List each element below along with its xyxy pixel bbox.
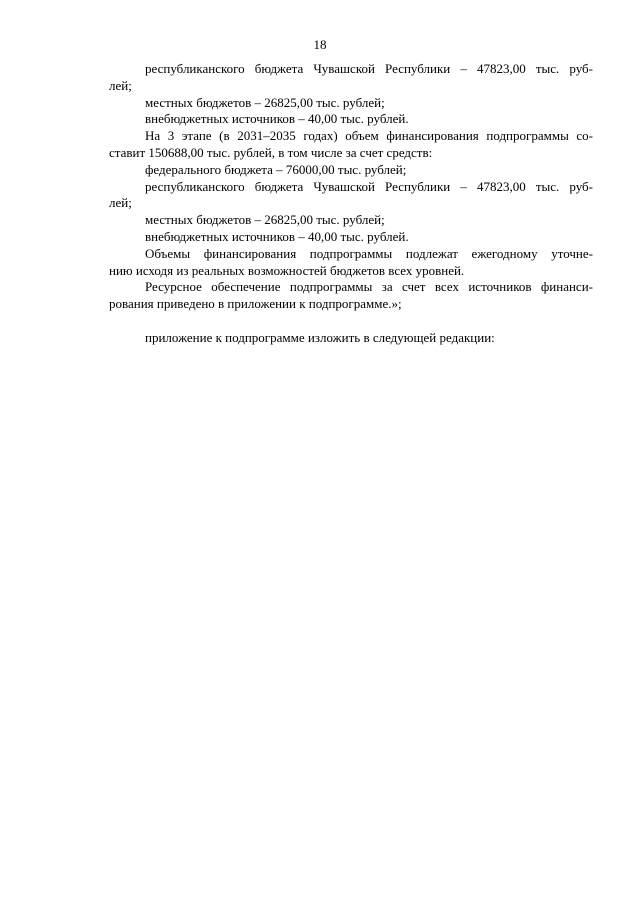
- text-line: федерального бюджета – 76000,00 тыс. рублей;: [145, 161, 407, 177]
- text-line: лей;: [109, 77, 132, 93]
- text-line: местных бюджетов – 26825,00 тыс. рублей;: [145, 212, 385, 228]
- paragraph: [109, 179, 593, 213]
- text-line: Объемы финансирования подпрограммы подлежат ежегодному уточне-: [145, 245, 593, 261]
- paragraph: [109, 279, 593, 313]
- text-line: республиканского бюджета Чувашской Республики – 47823,00 тыс. руб-: [145, 178, 593, 194]
- text-line: рования приведено в приложении к подпрограмме.»;: [109, 296, 402, 312]
- text-line: На 3 этапе (в 2031–2035 годах) объем финансирования подпрограммы со-: [145, 128, 593, 144]
- paragraph: [109, 330, 593, 347]
- paragraph: [109, 246, 593, 280]
- text-line: ставит 150688,00 тыс. рублей, в том числе за счет средств:: [109, 144, 433, 160]
- page-number: 18: [313, 37, 327, 52]
- text-line: внебюджетных источников – 40,00 тыс. рублей.: [145, 228, 409, 244]
- paragraph-spacer: [109, 313, 593, 330]
- text-line: приложение к подпрограмме изложить в следующей редакции:: [145, 329, 495, 345]
- text-line: внебюджетных источников – 40,00 тыс. рублей.: [145, 111, 409, 127]
- paragraph: [109, 95, 593, 112]
- text-line: республиканского бюджета Чувашской Республики – 47823,00 тыс. руб-: [145, 61, 593, 76]
- paragraph: [109, 61, 593, 95]
- text-line: местных бюджетов – 26825,00 тыс. рублей;: [145, 94, 385, 110]
- text-line: лей;: [109, 195, 132, 211]
- paragraph: [109, 212, 593, 229]
- paragraph: [109, 162, 593, 179]
- paragraph: [109, 128, 593, 162]
- text-line: нию исходя из реальных возможностей бюджетов всех уровней.: [109, 262, 465, 278]
- paragraph: [109, 229, 593, 246]
- text-line: Ресурсное обеспечение подпрограммы за счет всех источников финанси-: [145, 279, 593, 295]
- document-body: [109, 61, 593, 347]
- paragraph: [109, 111, 593, 128]
